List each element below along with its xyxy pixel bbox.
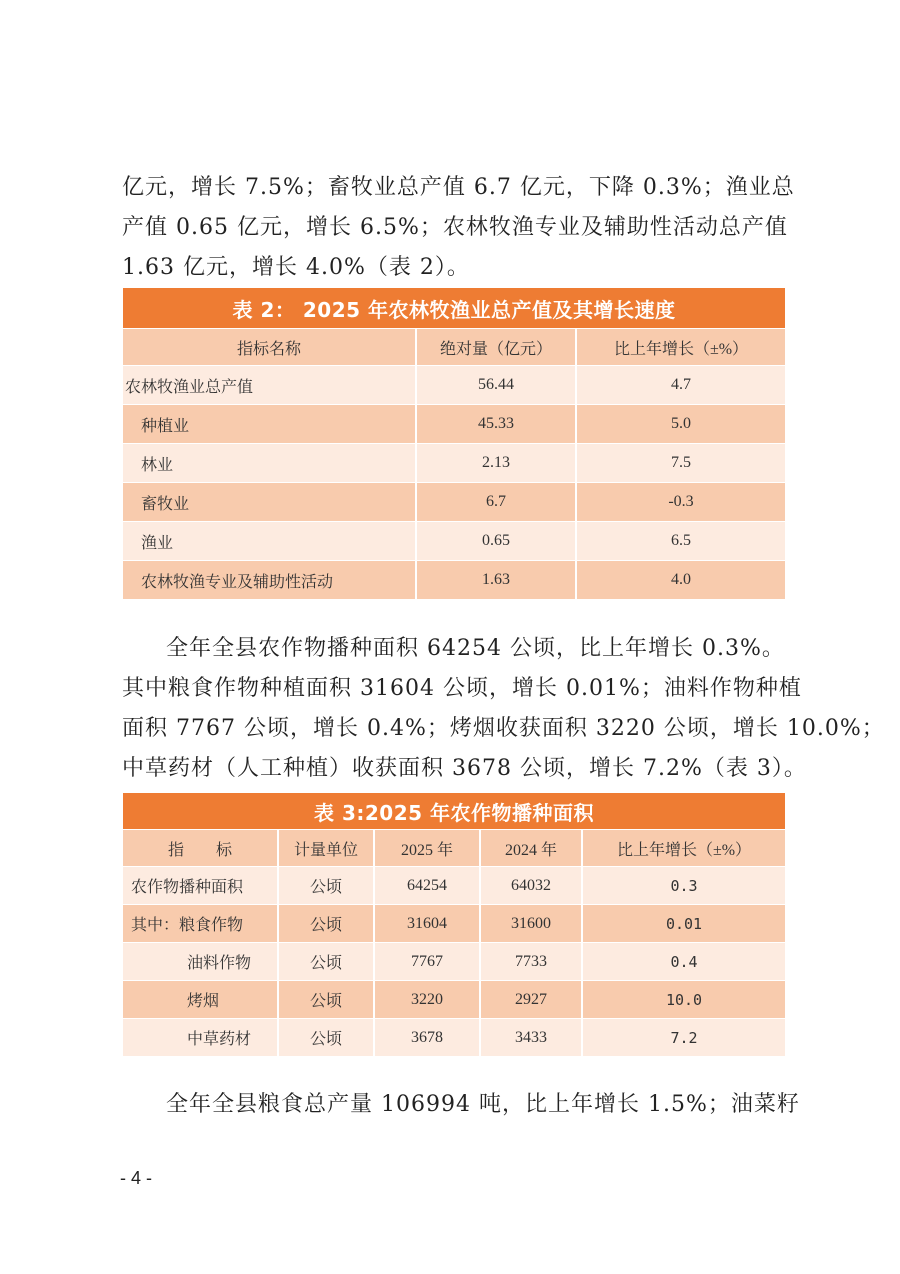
row-label: 林业 <box>123 444 415 483</box>
cell-2024: 3433 <box>479 1019 581 1057</box>
text-line: 全年全县粮食总产量 106994 吨，比上年增长 1.5%；油菜籽 <box>166 1092 800 1117</box>
cell-growth: 0.4 <box>581 943 785 981</box>
cell-2024: 7733 <box>479 943 581 981</box>
row-label: 其中：粮食作物 <box>123 905 277 943</box>
paragraph-1 <box>122 168 795 288</box>
table-title: 表 2： 2025 年农林牧渔业总产值及其增长速度 <box>123 288 785 329</box>
cell-2025: 3678 <box>373 1019 479 1057</box>
page-number: - 4 - <box>120 1168 153 1188</box>
cell-growth: 4.7 <box>575 366 785 405</box>
column-header: 指标名称 <box>123 329 415 366</box>
table-header-row <box>123 329 785 366</box>
table-header-row <box>123 830 785 867</box>
row-label: 农林牧渔专业及辅助性活动 <box>123 561 415 600</box>
row-label: 农林牧渔业总产值 <box>123 366 415 405</box>
cell-unit: 公顷 <box>277 943 373 981</box>
column-header: 计量单位 <box>277 830 373 867</box>
cell-value: 56.44 <box>415 366 575 405</box>
table-3 <box>123 793 785 1057</box>
cell-value: 2.13 <box>415 444 575 483</box>
column-header: 指 标 <box>123 830 277 867</box>
table-row <box>123 366 785 405</box>
cell-unit: 公顷 <box>277 867 373 905</box>
column-header: 比上年增长（±%） <box>575 329 785 366</box>
table-row <box>123 1019 785 1057</box>
row-label: 种植业 <box>123 405 415 444</box>
row-label: 烤烟 <box>123 981 277 1019</box>
table-row <box>123 867 785 905</box>
cell-growth: 7.5 <box>575 444 785 483</box>
cell-growth: 0.01 <box>581 905 785 943</box>
cell-growth: 4.0 <box>575 561 785 600</box>
table-row <box>123 561 785 600</box>
table-row <box>123 483 785 522</box>
table-row <box>123 943 785 981</box>
cell-growth: 10.0 <box>581 981 785 1019</box>
table-title: 表 3:2025 年农作物播种面积 <box>123 793 785 830</box>
cell-growth: 5.0 <box>575 405 785 444</box>
row-label: 农作物播种面积 <box>123 867 277 905</box>
cell-2024: 64032 <box>479 867 581 905</box>
cell-value: 1.63 <box>415 561 575 600</box>
row-label: 油料作物 <box>123 943 277 981</box>
row-label: 中草药材 <box>123 1019 277 1057</box>
cell-2025: 64254 <box>373 867 479 905</box>
text-line: 其中粮食作物种植面积 31604 公顷，增长 0.01%；油料作物种植 <box>122 676 802 701</box>
cell-value: 0.65 <box>415 522 575 561</box>
cell-2024: 31600 <box>479 905 581 943</box>
cell-growth: -0.3 <box>575 483 785 522</box>
table-row <box>123 981 785 1019</box>
text-line: 全年全县农作物播种面积 64254 公顷，比上年增长 0.3%。 <box>166 636 785 661</box>
cell-2025: 3220 <box>373 981 479 1019</box>
column-header: 2025 年 <box>373 830 479 867</box>
cell-value: 45.33 <box>415 405 575 444</box>
cell-value: 6.7 <box>415 483 575 522</box>
text-line: 亿元，增长 7.5%；畜牧业总产值 6.7 亿元，下降 0.3%；渔业总 <box>122 175 795 200</box>
cell-unit: 公顷 <box>277 1019 373 1057</box>
table-row <box>123 405 785 444</box>
paragraph-3 <box>122 1085 800 1125</box>
table-row <box>123 444 785 483</box>
cell-2025: 7767 <box>373 943 479 981</box>
text-line: 产值 0.65 亿元，增长 6.5%；农林牧渔专业及辅助性活动总产值 <box>122 215 788 240</box>
text-line: 中草药材（人工种植）收获面积 3678 公顷，增长 7.2%（表 3）。 <box>122 756 807 781</box>
cell-2025: 31604 <box>373 905 479 943</box>
cell-growth: 0.3 <box>581 867 785 905</box>
cell-unit: 公顷 <box>277 981 373 1019</box>
table-2 <box>123 288 785 600</box>
table-row <box>123 522 785 561</box>
cell-growth: 7.2 <box>581 1019 785 1057</box>
column-header: 2024 年 <box>479 830 581 867</box>
column-header: 绝对量（亿元） <box>415 329 575 366</box>
cell-growth: 6.5 <box>575 522 785 561</box>
text-line: 面积 7767 公顷，增长 0.4%；烤烟收获面积 3220 公顷，增长 10.0%； <box>122 716 885 741</box>
row-label: 畜牧业 <box>123 483 415 522</box>
cell-2024: 2927 <box>479 981 581 1019</box>
paragraph-2 <box>122 629 885 789</box>
cell-unit: 公顷 <box>277 905 373 943</box>
row-label: 渔业 <box>123 522 415 561</box>
table-row <box>123 905 785 943</box>
text-line: 1.63 亿元，增长 4.0%（表 2）。 <box>122 255 470 280</box>
column-header: 比上年增长（±%） <box>581 830 785 867</box>
